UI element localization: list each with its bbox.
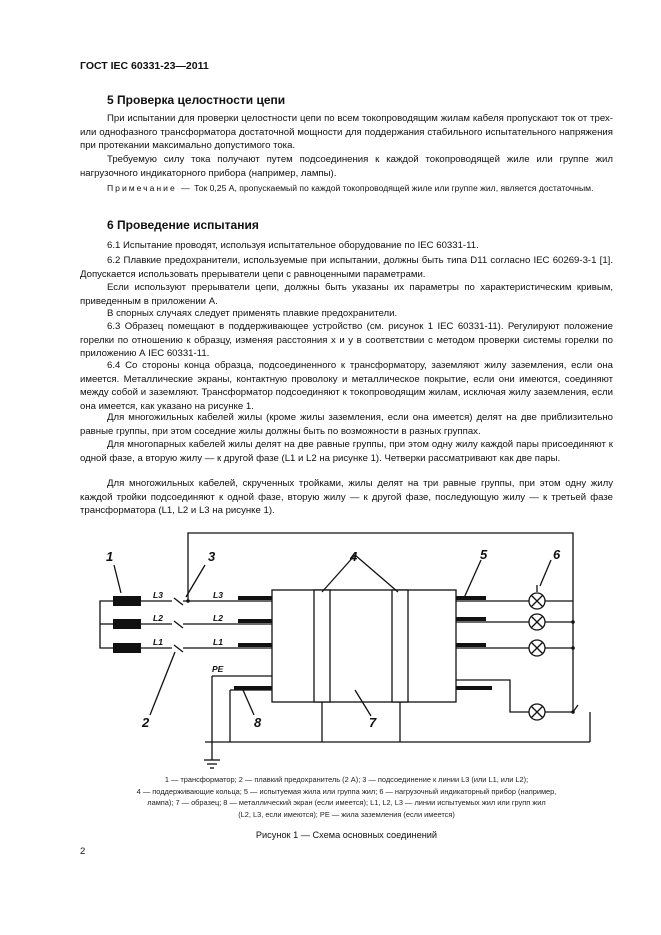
figure-caption bbox=[80, 774, 613, 820]
fig-label-4: 4 bbox=[350, 549, 358, 564]
section-6-paragraph-8: Для многопарных кабелей жилы делят на две равные группы, при этом одну жилу каждой пары присоединяют к одной фазе, а вторую жилу — к другой фазе (L1 и L2 на рисунке 1). Четверки рассматривают как две пары. bbox=[80, 439, 613, 464]
support-ring-left bbox=[314, 590, 330, 702]
section-6-paragraph-9: Для многожильных кабелей, скрученных тройками, жилы делят на три равные группы, при этом одну жилу каждой тройки подсоединяют к одной фазе, вторую жилу — к другой фазе, последующую жилу — к третьей фазе трансформатора (L1, L2 и L3 на рисунке 1). bbox=[80, 478, 613, 517]
caption-line-3: лампа); 7 — образец; 8 — металлический экран (если имеется); L1, L2, L3 — линии испытуемых жил или групп жил bbox=[147, 798, 546, 807]
conductor-band-l3-left bbox=[238, 596, 272, 600]
conductor-band-l2-left bbox=[238, 619, 272, 623]
section-6-paragraph-1: 6.1 Испытание проводят, используя испытательное оборудование по IEC 60331-11. bbox=[107, 240, 479, 251]
caption-line-1: 1 — трансформатор; 2 — плавкий предохранитель (2 А); 3 — подсоединение к линии L3 (или L1, или L2); bbox=[164, 775, 529, 784]
indicator-lamp-4 bbox=[529, 704, 545, 720]
conductor-band-1-right bbox=[456, 643, 486, 647]
caption-line-2: 4 — поддерживающие кольца; 5 — испытуемая жила или группа жил; 6 — нагрузочный индикаторный прибор (например, bbox=[136, 786, 557, 796]
section-6-paragraph-7: Для многожильных кабелей жилы (кроме жилы заземления, если она имеется) делят на две приблизительно равные группы, при этом соседние жилы должны быть по возможности в разных группах. bbox=[80, 412, 613, 437]
fig-label-2: 2 bbox=[142, 715, 150, 730]
line-label-l2-left: L2 bbox=[153, 613, 163, 623]
figure-title: Рисунок 1 — Схема основных соединений bbox=[255, 830, 438, 840]
shield-band-right bbox=[456, 686, 492, 690]
document-header: ГОСТ IEC 60331-23—2011 bbox=[80, 60, 209, 72]
line-label-l1-right: L1 bbox=[213, 637, 223, 647]
indicator-lamp-3 bbox=[529, 640, 545, 656]
line-label-pe: PE bbox=[212, 664, 224, 674]
transformer-coil-l1 bbox=[113, 643, 141, 653]
line-label-l3-right: L3 bbox=[213, 590, 223, 600]
fig-label-1: 1 bbox=[106, 549, 114, 564]
caption-line-4: (L2, L3, если имеются); PE — жила заземления (если имеется) bbox=[238, 809, 455, 819]
conductor-band-3-right bbox=[456, 596, 486, 600]
section-6-paragraph-6: 6.4 Со стороны конца образца, подсоединенного к трансформатору, заземляют жилу заземления, если она имеется. Металлические экраны, контактную проволоку и металлическое покрытие, если они имеются, соединяют между собой и заземляют. Трансформатор подсоединяют к токопроводящим жилам, исключая жилу заземления, если она имеется, как указано на рисунке 1. bbox=[80, 360, 613, 412]
connection-diagram bbox=[90, 530, 600, 775]
section-6-title: 6 Проведение испытания bbox=[107, 218, 259, 232]
indicator-lamp-1 bbox=[529, 593, 545, 609]
transformer-coil-l3 bbox=[113, 596, 141, 606]
support-ring-right bbox=[392, 590, 408, 702]
section-6-paragraph-4: В спорных случаях следует применять плавкие предохранители. bbox=[107, 308, 398, 319]
line-label-l3-left: L3 bbox=[153, 590, 163, 600]
section-5-title: 5 Проверка целостности цепи bbox=[107, 93, 286, 107]
line-label-l1-left: L1 bbox=[153, 637, 163, 647]
conductor-band-2-right bbox=[456, 617, 486, 621]
fig-label-6: 6 bbox=[553, 547, 561, 562]
section-6-paragraph-3: Если используют прерыватели цепи, должны быть указаны их параметры по характеристическим кривым, приведенным в приложении А. bbox=[80, 282, 613, 307]
section-6-paragraph-2: 6.2 Плавкие предохранители, используемые при испытании, должны быть типа D11 согласно IEC 60269-3-1 [1]. Допускается использовать прерыватели цепи с равноценными параметрами. bbox=[80, 255, 613, 280]
section-5-paragraph-2: Требуемую силу тока получают путем подсоединения к каждой токопроводящей жиле или группе жил нагрузочного индикаторного прибора (например, лампы). bbox=[80, 154, 613, 179]
fig-label-7: 7 bbox=[369, 715, 377, 730]
note-text: Ток 0,25 А, пропускаемый по каждой токопроводящей жиле или группе жил, является достаточным. bbox=[191, 183, 594, 193]
page-number: 2 bbox=[80, 846, 86, 857]
fig-label-3: 3 bbox=[208, 549, 216, 564]
section-5-note bbox=[80, 182, 613, 194]
section-6-paragraph-5: 6.3 Образец помещают в поддерживающее устройство (см. рисунок 1 IEC 60331-11). Регулируют положение горелки по отношению к образцу, изменяя расстояния x и y в соответствии с методом проверки системы горелки по приложению А IEC 60331-11. bbox=[80, 321, 613, 360]
line-label-l2-right: L2 bbox=[213, 613, 223, 623]
section-5-paragraph-1: При испытании для проверки целостности цепи по всем токопроводящим жилам кабеля пропускают ток от трех- или однофазного трансформатора достаточной мощности для поддержания стабильного испытательного напряжения при протекании максимально допустимого тока. bbox=[80, 113, 613, 152]
fig-label-8: 8 bbox=[254, 715, 262, 730]
fig-label-5: 5 bbox=[480, 547, 488, 562]
shield-band-left bbox=[234, 686, 272, 690]
note-label: Примечание — bbox=[107, 183, 192, 193]
indicator-lamp-2 bbox=[529, 614, 545, 630]
specimen-body bbox=[272, 590, 456, 702]
conductor-band-l1-left bbox=[238, 643, 272, 647]
transformer-coil-l2 bbox=[113, 619, 141, 629]
